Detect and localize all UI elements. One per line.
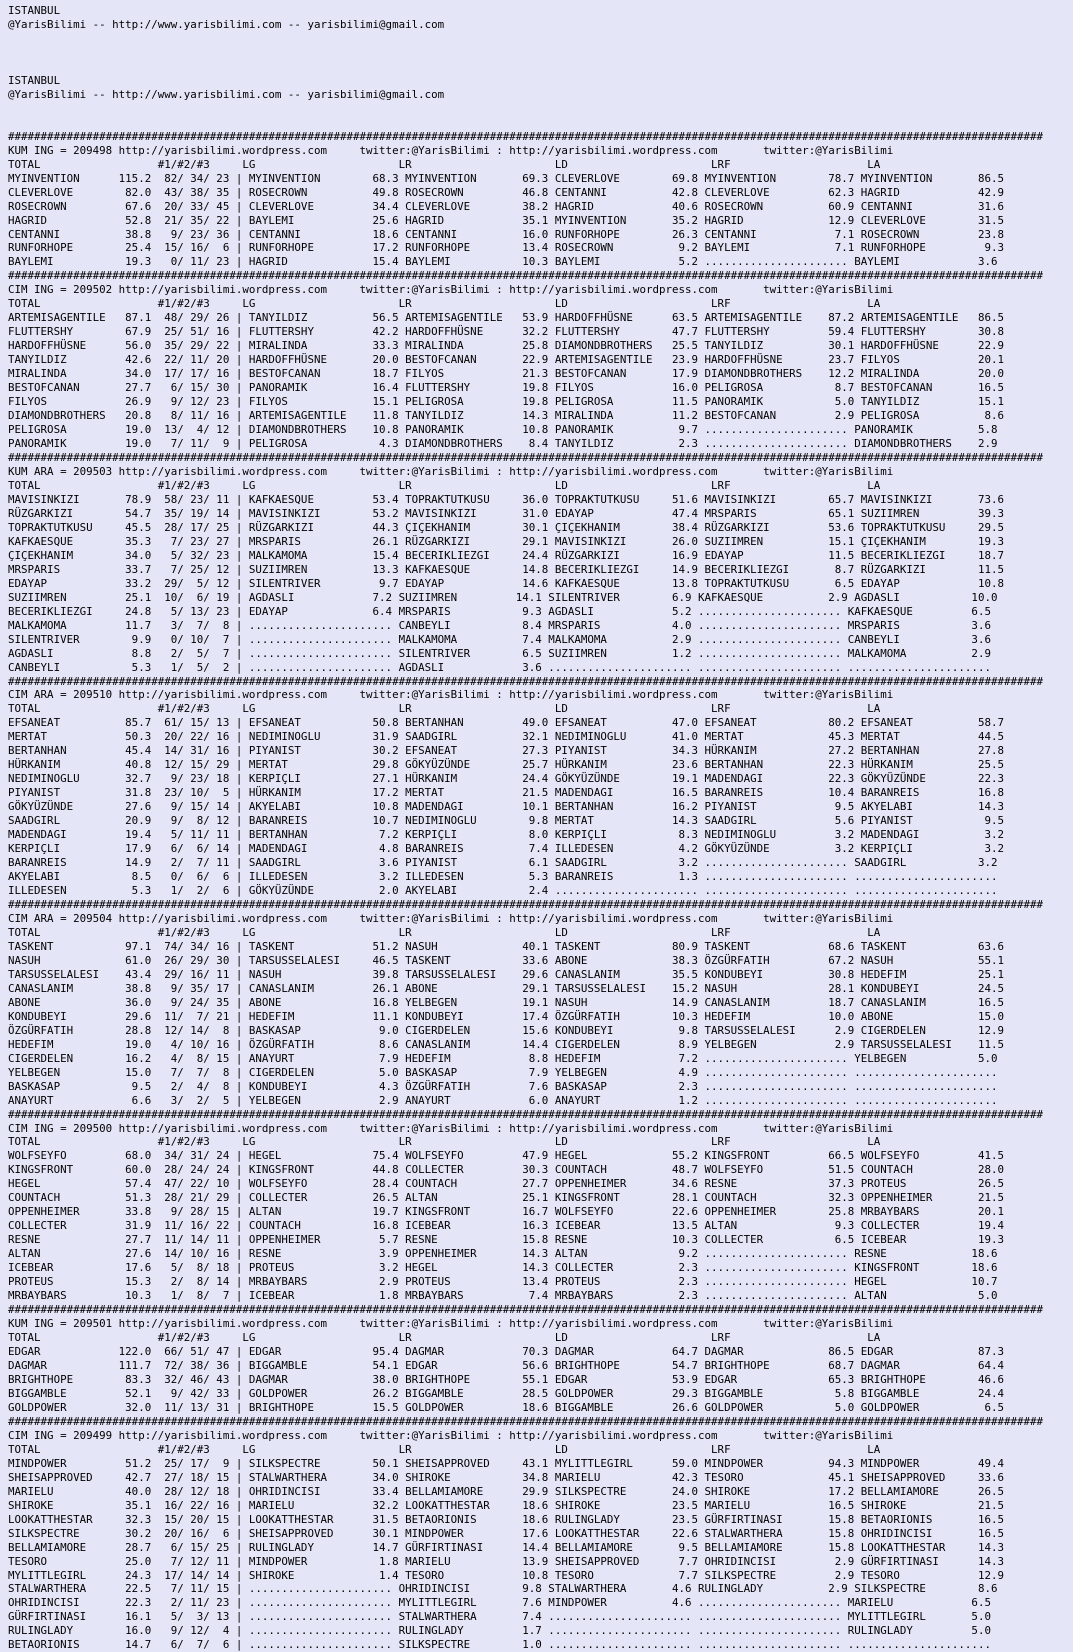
text-line: MYINVENTION 115.2 82/ 34/ 23 | MYINVENTION 68.3 MYINVENTION 69.3 CLEVERLOVE 69.8 MYINVENTION 78.7 MYINVENTION 86.5	[8, 171, 1004, 185]
separator-line: ###############################################################################################################################################################	[8, 1303, 1044, 1317]
race-header-line: CIM ING = 209502 http://yarisbilimi.wordpress.com twitter:@YarisBilimi : http://yarisbilimi.wordpress.com twitter:@YarisBilimi	[8, 283, 894, 297]
text-line: TARSUSSELALESI 43.4 29/ 16/ 11 | NASUH 39.8 TARSUSSELALESI 29.6 CANASLANIM 35.5 KONDUBEYI 30.8 HEDEFIM 25.1	[8, 967, 1004, 981]
race-header-line: CIM ING = 209499 http://yarisbilimi.wordpress.com twitter:@YarisBilimi : http://yarisbilimi.wordpress.com twitter:@YarisBilimi	[8, 1428, 894, 1442]
text-line: GÖKYÜZÜNDE 27.6 9/ 15/ 14 | AKYELABI 10.8 MADENDAGI 10.1 BERTANHAN 16.2 PIYANIST 9.5 AKYELABI 14.3	[8, 800, 1004, 814]
text-line: NEDIMINOGLU 32.7 9/ 23/ 18 | KERPIÇLI 27.1 HÜRKANIM 24.4 GÖKYÜZÜNDE 19.1 MADENDAGI 22.3 GÖKYÜZÜNDE 22.3	[8, 772, 1004, 786]
text-line: HARDOFFHÜSNE 56.0 35/ 29/ 22 | MIRALINDA 33.3 MIRALINDA 25.8 DIAMONDBROTHERS 25.5 TANYILDIZ 30.1 HARDOFFHÜSNE 22.9	[8, 339, 1004, 353]
text-line: MRSPARIS 33.7 7/ 25/ 12 | SUZIIMREN 13.3 KAFKAESQUE 14.8 BECERIKLIEZGI 14.9 BECERIKLIEZGI 8.7 RÜZGARKIZI 11.5	[8, 562, 1004, 576]
text-line: BIGGAMBLE 52.1 9/ 42/ 33 | GOLDPOWER 26.2 BIGGAMBLE 28.5 GOLDPOWER 29.3 BIGGAMBLE 5.8 BIGGAMBLE 24.4	[8, 1386, 1004, 1400]
text-line: @YarisBilimi -- http://www.yarisbilimi.com -- yarisbilimi@gmail.com	[8, 17, 445, 31]
text-line: MARIELU 40.0 28/ 12/ 18 | OHRIDINCISI 33.4 BELLAMIAMORE 29.9 SILKSPECTRE 24.0 SHIROKE 17.2 BELLAMIAMORE 26.5	[8, 1484, 1004, 1498]
text-line: NASUH 61.0 26/ 29/ 30 | TARSUSSELALESI 46.5 TASKENT 33.6 ABONE 38.3 ÖZGÜRFATIH 67.2 NASUH 55.1	[8, 953, 1004, 967]
text-line: ISTANBUL	[8, 4, 61, 17]
column-header-line: TOTAL #1/#2/#3 LG LR LD LRF LA	[8, 1331, 881, 1345]
column-header-line: TOTAL #1/#2/#3 LG LR LD LRF LA	[8, 478, 881, 492]
text-line: HEGEL 57.4 47/ 22/ 10 | WOLFSEYFO 28.4 COUNTACH 27.7 OPPENHEIMER 34.6 RESNE 37.3 PROTEUS 26.5	[8, 1177, 1004, 1191]
separator-line: ###############################################################################################################################################################	[8, 1414, 1044, 1428]
text-line: BASKASAP 9.5 2/ 4/ 8 | KONDUBEYI 4.3 ÖZGÜRFATIH 7.6 BASKASAP 2.3 ...................... ......................	[8, 1079, 998, 1093]
text-line: ALTAN 27.6 14/ 10/ 16 | RESNE 3.9 OPPENHEIMER 14.3 ALTAN 9.2 ...................... RESNE 18.6	[8, 1247, 998, 1261]
text-line: KINGSFRONT 60.0 28/ 24/ 24 | KINGSFRONT 44.8 COLLECTER 30.3 COUNTACH 48.7 WOLFSEYFO 51.5 COUNTACH 28.0	[8, 1163, 1004, 1177]
text-line: MIRALINDA 34.0 17/ 17/ 16 | BESTOFCANAN 18.7 FILYOS 21.3 BESTOFCANAN 17.9 DIAMONDBROTHERS 12.2 MIRALINDA 20.0	[8, 367, 1004, 381]
text-line: TOPRAKTUTKUSU 45.5 28/ 17/ 25 | RÜZGARKIZI 44.3 ÇIÇEKHANIM 30.1 ÇIÇEKHANIM 38.4 RÜZGARKIZI 53.6 TOPRAKTUTKUSU 29.5	[8, 520, 1004, 534]
race-header-line: CIM ING = 209500 http://yarisbilimi.wordpress.com twitter:@YarisBilimi : http://yarisbilimi.wordpress.com twitter:@YarisBilimi	[8, 1121, 894, 1135]
text-line: BELLAMIAMORE 28.7 6/ 15/ 25 | RULINGLADY 14.7 GÜRFIRTINASI 14.4 BELLAMIAMORE 9.5 BELLAMIAMORE 15.8 LOOKATTHESTAR 14.3	[8, 1540, 1004, 1554]
text-line: FLUTTERSHY 67.9 25/ 51/ 16 | FLUTTERSHY 42.2 HARDOFFHÜSNE 32.2 FLUTTERSHY 47.7 FLUTTERSHY 59.4 FLUTTERSHY 30.8	[8, 325, 1004, 339]
race-header-line: CIM ARA = 209504 http://yarisbilimi.wordpress.com twitter:@YarisBilimi : http://yarisbilimi.wordpress.com twitter:@YarisBilimi	[8, 911, 894, 925]
column-header-line: TOTAL #1/#2/#3 LG LR LD LRF LA	[8, 297, 881, 311]
text-line: ICEBEAR 17.6 5/ 8/ 18 | PROTEUS 3.2 HEGEL 14.3 COLLECTER 2.3 ...................... KINGSFRONT 18.6	[8, 1261, 998, 1275]
text-line: RUNFORHOPE 25.4 15/ 16/ 6 | RUNFORHOPE 17.2 RUNFORHOPE 13.4 ROSECROWN 9.2 BAYLEMI 7.1 RUNFORHOPE 9.3	[8, 241, 1004, 255]
text-line: ÖZGÜRFATIH 28.8 12/ 14/ 8 | BASKASAP 9.0 CIGERDELEN 15.6 KONDUBEYI 9.8 TARSUSSELALESI 2.9 CIGERDELEN 12.9	[8, 1023, 1004, 1037]
text-line: PELIGROSA 19.0 13/ 4/ 12 | DIAMONDBROTHERS 10.8 PANORAMIK 10.8 PANORAMIK 9.7 ...................... PANORAMIK 5.8	[8, 423, 998, 437]
race-header-line: KUM ING = 209498 http://yarisbilimi.wordpress.com twitter:@YarisBilimi : http://yarisbilimi.wordpress.com twitter:@YarisBilimi	[8, 143, 894, 157]
text-line: DIAMONDBROTHERS 20.8 8/ 11/ 16 | ARTEMISAGENTILE 11.8 TANYILDIZ 14.3 MIRALINDA 11.2 BESTOFCANAN 2.9 PELIGROSA 8.6	[8, 409, 1004, 423]
separator-line: ###############################################################################################################################################################	[8, 898, 1044, 911]
text-line: RÜZGARKIZI 54.7 35/ 19/ 14 | MAVISINKIZI 53.2 MAVISINKIZI 31.0 EDAYAP 47.4 MRSPARIS 65.1 SUZIIMREN 39.3	[8, 506, 1004, 520]
text-line: WOLFSEYFO 68.0 34/ 31/ 24 | HEGEL 75.4 WOLFSEYFO 47.9 HEGEL 55.2 KINGSFRONT 66.5 WOLFSEYFO 41.5	[8, 1149, 1004, 1163]
text-line: TASKENT 97.1 74/ 34/ 16 | TASKENT 51.2 NASUH 40.1 TASKENT 80.9 TASKENT 68.6 TASKENT 63.6	[8, 939, 1004, 953]
text-line: YELBEGEN 15.0 7/ 7/ 8 | CIGERDELEN 5.0 BASKASAP 7.9 YELBEGEN 4.9 ...................... ......................	[8, 1065, 998, 1079]
text-line: AKYELABI 8.5 0/ 6/ 6 | ILLEDESEN 3.2 ILLEDESEN 5.3 BARANREIS 1.3 ...................... ......................	[8, 870, 998, 884]
blank-line	[8, 32, 1073, 46]
text-line: SAADGIRL 20.9 9/ 8/ 12 | BARANREIS 10.7 NEDIMINOGLU 9.8 MERTAT 14.3 SAADGIRL 5.6 PIYANIST 9.5	[8, 814, 1004, 828]
text-line: BESTOFCANAN 27.7 6/ 15/ 30 | PANORAMIK 16.4 FLUTTERSHY 19.8 FILYOS 16.0 PELIGROSA 8.7 BESTOFCANAN 16.5	[8, 381, 1004, 395]
column-header-line: TOTAL #1/#2/#3 LG LR LD LRF LA	[8, 925, 881, 939]
blank-line	[8, 60, 1073, 74]
text-line: MADENDAGI 19.4 5/ 11/ 11 | BERTANHAN 7.2 KERPIÇLI 8.0 KERPIÇLI 8.3 NEDIMINOGLU 3.2 MADENDAGI 3.2	[8, 828, 1004, 842]
text-line: MERTAT 50.3 20/ 22/ 16 | NEDIMINOGLU 31.9 SAADGIRL 32.1 NEDIMINOGLU 41.0 MERTAT 45.3 MERTAT 44.5	[8, 730, 1004, 744]
column-header-line: TOTAL #1/#2/#3 LG LR LD LRF LA	[8, 702, 881, 716]
text-line: MALKAMOMA 11.7 3/ 7/ 8 | ...................... CANBEYLI 8.4 MRSPARIS 4.0 ...................... MRSPARIS 3.6	[8, 618, 991, 632]
race-header-line: KUM ING = 209501 http://yarisbilimi.wordpress.com twitter:@YarisBilimi : http://yarisbilimi.wordpress.com twitter:@YarisBilimi	[8, 1317, 894, 1331]
text-line: HAGRID 52.8 21/ 35/ 22 | BAYLEMI 25.6 HAGRID 35.1 MYINVENTION 35.2 HAGRID 12.9 CLEVERLOVE 31.5	[8, 213, 1004, 227]
text-line: OPPENHEIMER 33.8 9/ 28/ 15 | ALTAN 19.7 KINGSFRONT 16.7 WOLFSEYFO 22.6 OPPENHEIMER 25.8 MRBAYBARS 20.1	[8, 1205, 1004, 1219]
text-line: SUZIIMREN 25.1 10/ 6/ 19 | AGDASLI 7.2 SUZIIMREN 14.1 SILENTRIVER 6.9 KAFKAESQUE 2.9 AGDASLI 10.0	[8, 590, 998, 604]
text-line: FILYOS 26.9 9/ 12/ 23 | FILYOS 15.1 PELIGROSA 19.8 PELIGROSA 11.5 PANORAMIK 5.0 TANYILDIZ 15.1	[8, 395, 1004, 409]
text-line: MAVISINKIZI 78.9 58/ 23/ 11 | KAFKAESQUE 53.4 TOPRAKTUTKUSU 36.0 TOPRAKTUTKUSU 51.6 MAVISINKIZI 65.7 MAVISINKIZI 73.6	[8, 492, 1004, 506]
text-line: CIGERDELEN 16.2 4/ 8/ 15 | ANAYURT 7.9 HEDEFIM 8.8 HEDEFIM 7.2 ...................... YELBEGEN 5.0	[8, 1051, 998, 1065]
column-header-line: TOTAL #1/#2/#3 LG LR LD LRF LA	[8, 1135, 881, 1149]
blank-line	[8, 116, 1073, 130]
column-header-line: TOTAL #1/#2/#3 LG LR LD LRF LA	[8, 1442, 881, 1456]
text-line: TANYILDIZ 42.6 22/ 11/ 20 | HARDOFFHÜSNE 20.0 BESTOFCANAN 22.9 ARTEMISAGENTILE 23.9 HARDOFFHÜSNE 23.7 FILYOS 20.1	[8, 353, 1004, 367]
text-line: COUNTACH 51.3 28/ 21/ 29 | COLLECTER 26.5 ALTAN 25.1 KINGSFRONT 28.1 COUNTACH 32.3 OPPENHEIMER 21.5	[8, 1191, 1004, 1205]
text-line: SILKSPECTRE 30.2 20/ 16/ 6 | SHEISAPPROVED 30.1 MINDPOWER 17.6 LOOKATTHESTAR 22.6 STALWARTHERA 15.8 OHRIDINCISI 16.5	[8, 1526, 1004, 1540]
text-line: SHIROKE 35.1 16/ 22/ 16 | MARIELU 32.2 LOOKATTHESTAR 18.6 SHIROKE 23.5 MARIELU 16.5 SHIROKE 21.5	[8, 1498, 1004, 1512]
text-line: STALWARTHERA 22.5 7/ 11/ 15 | ...................... OHRIDINCISI 9.8 STALWARTHERA 4.6 RULINGLADY 2.9 SILKSPECTRE 8.6	[8, 1582, 998, 1596]
blank-line	[8, 102, 1073, 116]
text-line: MYLITTLEGIRL 24.3 17/ 14/ 14 | SHIROKE 1.4 TESORO 10.8 TESORO 7.7 SILKSPECTRE 2.9 TESORO 12.9	[8, 1568, 1004, 1582]
separator-line: ###############################################################################################################################################################	[8, 1107, 1044, 1121]
race-header-line: CIM ARA = 209510 http://yarisbilimi.wordpress.com twitter:@YarisBilimi : http://yarisbilimi.wordpress.com twitter:@YarisBilimi	[8, 688, 894, 702]
text-line: ARTEMISAGENTILE 87.1 48/ 29/ 26 | TANYILDIZ 56.5 ARTEMISAGENTILE 53.9 HARDOFFHÜSNE 63.5 ARTEMISAGENTILE 87.2 ARTEMISAGENTILE 86.5	[8, 311, 1004, 325]
text-line: ABONE 36.0 9/ 24/ 35 | ABONE 16.8 YELBEGEN 19.1 NASUH 14.9 CANASLANIM 18.7 CANASLANIM 16.5	[8, 995, 1004, 1009]
text-line: DAGMAR 111.7 72/ 38/ 36 | BIGGAMBLE 54.1 EDGAR 56.6 BRIGHTHOPE 54.7 BRIGHTHOPE 68.7 DAGMAR 64.4	[8, 1358, 1004, 1372]
text-line: EFSANEAT 85.7 61/ 15/ 13 | EFSANEAT 50.8 BERTANHAN 49.0 EFSANEAT 47.0 EFSANEAT 80.2 EFSANEAT 58.7	[8, 716, 1004, 730]
text-line: GOLDPOWER 32.0 11/ 13/ 31 | BRIGHTHOPE 15.5 GOLDPOWER 18.6 BIGGAMBLE 26.6 GOLDPOWER 5.0 GOLDPOWER 6.5	[8, 1400, 1004, 1414]
text-line: LOOKATTHESTAR 32.3 15/ 20/ 15 | LOOKATTHESTAR 31.5 BETAORIONIS 18.6 RULINGLADY 23.5 GÜRFIRTINASI 15.8 BETAORIONIS 16.5	[8, 1512, 1004, 1526]
text-line: CLEVERLOVE 82.0 43/ 38/ 35 | ROSECROWN 49.8 ROSECROWN 46.8 CENTANNI 42.8 CLEVERLOVE 62.3 HAGRID 42.9	[8, 185, 1004, 199]
text-line: HÜRKANIM 40.8 12/ 15/ 29 | MERTAT 29.8 GÖKYÜZÜNDE 25.7 HÜRKANIM 23.6 BERTANHAN 22.3 HÜRKANIM 25.5	[8, 758, 1004, 772]
text-line: PROTEUS 15.3 2/ 8/ 14 | MRBAYBARS 2.9 PROTEUS 13.4 PROTEUS 2.3 ...................... HEGEL 10.7	[8, 1275, 998, 1289]
text-line: PIYANIST 31.8 23/ 10/ 5 | HÜRKANIM 17.2 MERTAT 21.5 MADENDAGI 16.5 BARANREIS 10.4 BARANREIS 16.8	[8, 786, 1004, 800]
text-line: AGDASLI 8.8 2/ 5/ 7 | ...................... SILENTRIVER 6.5 SUZIIMREN 1.2 ...................... MALKAMOMA 2.9	[8, 646, 991, 660]
separator-line: ###############################################################################################################################################################	[8, 674, 1044, 688]
text-line: SILENTRIVER 9.9 0/ 10/ 7 | ...................... MALKAMOMA 7.4 MALKAMOMA 2.9 ...................... CANBEYLI 3.6	[8, 632, 991, 646]
blank-line	[8, 46, 1073, 60]
text-line: ILLEDESEN 5.3 1/ 2/ 6 | GÖKYÜZÜNDE 2.0 AKYELABI 2.4 ...................... ...................... ......................	[8, 884, 998, 898]
text-line: MRBAYBARS 10.3 1/ 8/ 7 | ICEBEAR 1.8 MRBAYBARS 7.4 MRBAYBARS 2.3 ...................... ALTAN 5.0	[8, 1289, 998, 1303]
text-line: KAFKAESQUE 35.3 7/ 23/ 27 | MRSPARIS 26.1 RÜZGARKIZI 29.1 MAVISINKIZI 26.0 SUZIIMREN 15.1 ÇIÇEKHANIM 19.3	[8, 534, 1004, 548]
text-line: RESNE 27.7 11/ 14/ 11 | OPPENHEIMER 5.7 RESNE 15.8 RESNE 10.3 COLLECTER 6.5 ICEBEAR 19.3	[8, 1233, 1004, 1247]
text-line: CANASLANIM 38.8 9/ 35/ 17 | CANASLANIM 26.1 ABONE 29.1 TARSUSSELALESI 15.2 NASUH 28.1 KONDUBEYI 24.5	[8, 981, 1004, 995]
text-line: BAYLEMI 19.3 0/ 11/ 23 | HAGRID 15.4 BAYLEMI 10.3 BAYLEMI 5.2 ...................... BAYLEMI 3.6	[8, 255, 998, 269]
text-line: EDGAR 122.0 66/ 51/ 47 | EDGAR 95.4 DAGMAR 70.3 DAGMAR 64.7 DAGMAR 86.5 EDGAR 87.3	[8, 1345, 1004, 1358]
separator-line: ###############################################################################################################################################################	[8, 269, 1044, 283]
text-line: BECERIKLIEZGI 24.8 5/ 13/ 23 | EDAYAP 6.4 MRSPARIS 9.3 AGDASLI 5.2 ...................... KAFKAESQUE 6.5	[8, 604, 991, 618]
separator-line: ###############################################################################################################################################################	[8, 129, 1044, 143]
text-line: TESORO 25.0 7/ 12/ 11 | MINDPOWER 1.8 MARIELU 13.9 SHEISAPPROVED 7.7 OHRIDINCISI 2.9 GÜRFIRTINASI 14.3	[8, 1554, 1004, 1568]
text-line: BRIGHTHOPE 83.3 32/ 46/ 43 | DAGMAR 38.0 BRIGHTHOPE 55.1 EDGAR 53.9 EDGAR 65.3 BRIGHTHOPE 46.6	[8, 1372, 1004, 1386]
text-line: BARANREIS 14.9 2/ 7/ 11 | SAADGIRL 3.6 PIYANIST 6.1 SAADGIRL 3.2 ...................... SAADGIRL 3.2	[8, 856, 998, 870]
text-line: EDAYAP 33.2 29/ 5/ 12 | SILENTRIVER 9.7 EDAYAP 14.6 KAFKAESQUE 13.8 TOPRAKTUTKUSU 6.5 EDAYAP 10.8	[8, 576, 1004, 590]
text-line: KERPIÇLI 17.9 6/ 6/ 14 | MADENDAGI 4.8 BARANREIS 7.4 ILLEDESEN 4.2 GÖKYÜZÜNDE 3.2 KERPIÇLI 3.2	[8, 842, 1004, 856]
text-line: GÜRFIRTINASI 16.1 5/ 3/ 13 | ...................... STALWARTHERA 7.4 ...................... ...................... MYLITTLEGIRL 5.0	[8, 1610, 991, 1624]
text-line: HEDEFIM 19.0 4/ 10/ 16 | ÖZGÜRFATIH 8.6 CANASLANIM 14.4 CIGERDELEN 8.9 YELBEGEN 2.9 TARSUSSELALESI 11.5	[8, 1037, 1004, 1051]
text-line: BETAORIONIS 14.7 6/ 7/ 6 | ...................... SILKSPECTRE 1.0 ...................... ...................... ......................	[8, 1638, 991, 1652]
text-line: COLLECTER 31.9 11/ 16/ 22 | COUNTACH 16.8 ICEBEAR 16.3 ICEBEAR 13.5 ALTAN 9.3 COLLECTER 19.4	[8, 1219, 1004, 1233]
text-line: CENTANNI 38.8 9/ 23/ 36 | CENTANNI 18.6 CENTANNI 16.0 RUNFORHOPE 26.3 CENTANNI 7.1 ROSECROWN 23.8	[8, 227, 1004, 241]
text-line: ISTANBUL	[8, 73, 61, 87]
text-line: OHRIDINCISI 22.3 2/ 11/ 23 | ...................... MYLITTLEGIRL 7.6 MINDPOWER 4.6 ...................... MARIELU 6.5	[8, 1596, 991, 1610]
text-line: ROSECROWN 67.6 20/ 33/ 45 | CLEVERLOVE 34.4 CLEVERLOVE 38.2 HAGRID 40.6 ROSECROWN 60.9 CENTANNI 31.6	[8, 199, 1004, 213]
text-line: RULINGLADY 16.0 9/ 12/ 4 | ...................... RULINGLADY 1.7 ...................... ...................... RULINGLADY 5.0	[8, 1624, 991, 1638]
separator-line: ###############################################################################################################################################################	[8, 451, 1044, 464]
text-line: ÇIÇEKHANIM 34.0 5/ 32/ 23 | MALKAMOMA 15.4 BECERIKLIEZGI 24.4 RÜZGARKIZI 16.9 EDAYAP 11.5 BECERIKLIEZGI 18.7	[8, 548, 1004, 562]
text-line: MINDPOWER 51.2 25/ 17/ 9 | SILKSPECTRE 50.1 SHEISAPPROVED 43.1 MYLITTLEGIRL 59.0 MINDPOWER 94.3 MINDPOWER 49.4	[8, 1456, 1004, 1470]
text-line: @YarisBilimi -- http://www.yarisbilimi.com -- yarisbilimi@gmail.com	[8, 87, 445, 101]
text-line: BERTANHAN 45.4 14/ 31/ 16 | PIYANIST 30.2 EFSANEAT 27.3 PIYANIST 34.3 HÜRKANIM 27.2 BERTANHAN 27.8	[8, 744, 1004, 758]
race-header-line: KUM ARA = 209503 http://yarisbilimi.wordpress.com twitter:@YarisBilimi : http://yarisbilimi.wordpress.com twitter:@YarisBilimi	[8, 464, 894, 478]
text-line: KONDUBEYI 29.6 11/ 7/ 21 | HEDEFIM 11.1 KONDUBEYI 17.4 ÖZGÜRFATIH 10.3 HEDEFIM 10.0 ABONE 15.0	[8, 1009, 1004, 1023]
text-line: PANORAMIK 19.0 7/ 11/ 9 | PELIGROSA 4.3 DIAMONDBROTHERS 8.4 TANYILDIZ 2.3 ...................... DIAMONDBROTHERS 2.9	[8, 437, 998, 451]
text-line: SHEISAPPROVED 42.7 27/ 18/ 15 | STALWARTHERA 34.0 SHIROKE 34.8 MARIELU 42.3 TESORO 45.1 SHEISAPPROVED 33.6	[8, 1470, 1004, 1484]
text-line: ANAYURT 6.6 3/ 2/ 5 | YELBEGEN 2.9 ANAYURT 6.0 ANAYURT 1.2 ...................... ......................	[8, 1093, 998, 1107]
column-header-line: TOTAL #1/#2/#3 LG LR LD LRF LA	[8, 157, 881, 171]
text-line: CANBEYLI 5.3 1/ 5/ 2 | ...................... AGDASLI 3.6 ...................... ...................... ......................	[8, 660, 991, 674]
